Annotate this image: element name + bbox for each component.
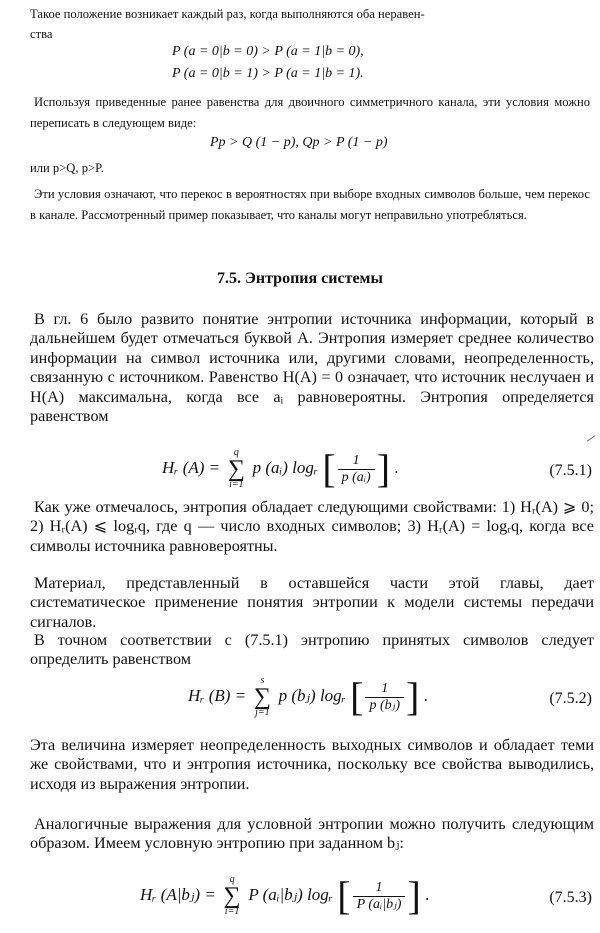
margin-mark bbox=[587, 435, 596, 442]
equation-tail: . bbox=[425, 884, 430, 904]
sum-lower-limit: i=1 bbox=[224, 906, 240, 917]
equation-number-7-5-2: (7.5.2) bbox=[549, 690, 592, 707]
fraction-denominator: P (aᵢ|bⱼ) bbox=[356, 896, 402, 912]
equation-7-5-1-body: Hᵣ (A) = q ∑ i=1 p (aᵢ) logᵣ [ $\frac{1}{\text{p (aᵢ)}}$ ] . bbox=[162, 446, 399, 491]
fraction-numerator: 1 bbox=[353, 880, 406, 897]
equation-7-5-1-term: p (aᵢ) logᵣ bbox=[252, 457, 319, 477]
body-paragraph-4: В точном соответствии с (7.5.1) энтропию принятых символов следует определить равенством bbox=[30, 631, 594, 669]
fraction-numerator: 1 bbox=[365, 681, 404, 698]
equation-7-5-2-lhs: Hᵣ (B) = bbox=[188, 685, 247, 705]
intro-line-1: Такое положение возникает каждый раз, когда выполняются оба неравен- bbox=[30, 7, 425, 21]
fraction bbox=[353, 880, 406, 913]
equation-7-5-3-lhs: Hᵣ (A|bⱼ) = bbox=[140, 884, 216, 904]
conditions-equation: Pp > Q (1 − p), Qp > P (1 − p) bbox=[210, 135, 388, 150]
body-paragraph-5: Эта величина измеряет неопределенность выходных символов и обладает теми же свойствами, что и энтропия источника, поскольку все свойства выводились, исходя из выражения энтропии. bbox=[30, 736, 594, 793]
inequality-1: P (a = 0|b = 0) > P (a = 1|b = 0), bbox=[172, 44, 364, 59]
intro-paragraph-3: Эти условия означают, что перекос в вероятностях при выборе входных символов больше, чем перекос в канале. Рассмотренный пример показывает, что каналы могут неправильно употребляться. bbox=[30, 187, 590, 222]
equation-7-5-3-term: P (aᵢ|bⱼ) logᵣ bbox=[248, 884, 333, 904]
sum-upper-limit: q bbox=[229, 874, 235, 885]
summation-symbol: q ∑ i=1 bbox=[220, 875, 244, 917]
equation-7-5-2 bbox=[0, 676, 600, 726]
equation-7-5-3 bbox=[0, 875, 600, 925]
summation-symbol: q ∑ i=1 bbox=[224, 448, 248, 490]
intro-paragraph-2: Используя приведенные ранее равенства для двоичного симметричного канала, эти условия можно переписать в следующем виде: bbox=[30, 95, 590, 130]
sum-lower-limit: i=1 bbox=[229, 479, 244, 490]
fraction-numerator: 1 bbox=[338, 453, 375, 470]
equation-number-7-5-1: (7.5.1) bbox=[549, 462, 592, 479]
fraction bbox=[338, 453, 375, 486]
intro-line-2: ства bbox=[30, 27, 53, 41]
sum-lower-limit: j=1 bbox=[255, 707, 270, 718]
section-title: 7.5. Энтропия системы bbox=[217, 270, 383, 287]
equation-7-5-2-term: p (bⱼ) logᵣ bbox=[278, 685, 346, 705]
equation-7-5-2-body: Hᵣ (B) = s ∑ j=1 p (bⱼ) logᵣ [ $\frac{1}{\text{p (bⱼ)}}$ ] . bbox=[188, 674, 428, 719]
summation-symbol: s ∑ j=1 bbox=[250, 676, 274, 718]
sum-upper-limit: s bbox=[260, 675, 265, 686]
equation-7-5-1-lhs: Hᵣ (A) = bbox=[162, 457, 221, 477]
fraction-denominator: p (bⱼ) bbox=[369, 697, 400, 713]
equation-7-5-1 bbox=[0, 448, 600, 498]
equation-number-7-5-3: (7.5.3) bbox=[549, 889, 592, 906]
fraction-denominator: p (aᵢ) bbox=[341, 469, 371, 485]
equation-7-5-3-body: Hᵣ (A|bⱼ) = q ∑ i=1 P (aᵢ|bⱼ) logᵣ [ $\frac{1}{\text{P (aᵢ|bⱼ)}}$ ] . bbox=[140, 873, 430, 918]
equation-tail: . bbox=[394, 457, 399, 477]
body-paragraph-1: В гл. 6 было развито понятие энтропии источника информации, который в дальнейшем будет отмечаться буквой A. Энтропия измеряет среднее количество информации на символ источника или, другими словами, неопределенность, связанную с источником. Равенство H(A) = 0 означает, что источник неслучаен и H(A) максимальна, когда все aᵢ равновероятны. Энтропия определяется равенством bbox=[30, 310, 594, 426]
inequality-2: P (a = 0|b = 1) > P (a = 1|b = 1). bbox=[172, 66, 364, 81]
or-conditions: или p>Q, p>P. bbox=[30, 161, 104, 175]
body-paragraph-6: Аналогичные выражения для условной энтропии можно получить следующим образом. Имеем условную энтропию при заданном bⱼ: bbox=[30, 815, 594, 853]
body-paragraph-2: Как уже отмечалось, энтропия обладает следующими свойствами: 1) Hᵣ(A) ⩾ 0; 2) Hᵣ(A) ⩽ logᵣq, где q — число входных символов; 3) Hᵣ(A) = logᵣq, когда все символы источника равновероятны. bbox=[30, 498, 594, 555]
equation-tail: . bbox=[423, 685, 428, 705]
sum-upper-limit: q bbox=[233, 447, 239, 458]
fraction bbox=[365, 681, 404, 714]
body-paragraph-3: Материал, представленный в оставшейся части этой главы, дает систематическое применение понятия энтропии к модели системы передачи сигналов. bbox=[30, 574, 594, 631]
